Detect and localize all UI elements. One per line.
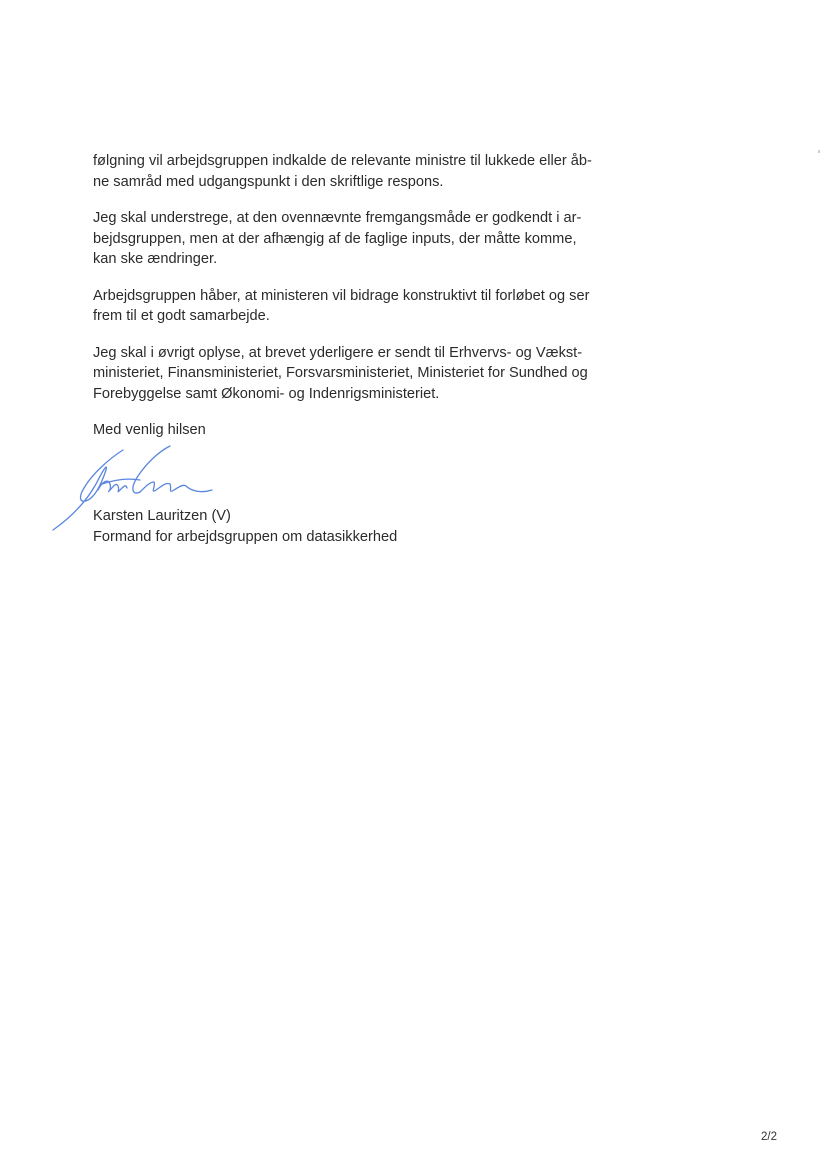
text-line: frem til et godt samarbejde. [93,308,270,324]
paragraph-procedure [93,208,593,270]
text-line: ne samråd med udgangspunkt i den skriftlige respons. [93,173,444,190]
signer-title: Formand for arbejdsgruppen om datasikkerhed [93,528,398,545]
text-line: bejdsgruppen, men at der afhængig af de faglige inputs, der måtte komme, [93,230,577,247]
scan-edge-mark [818,150,820,153]
closing-greeting: Med venlig hilsen [93,422,206,438]
text-line: kan ske ændringer. [93,251,218,267]
text-line: Jeg skal i øvrigt oplyse, at brevet yderligere er sendt til Erhvervs- og Vækst- [93,344,583,361]
text-line: følgning vil arbejdsgruppen indkalde de relevante ministre til lukkede eller åb- [93,153,592,169]
letter-body [93,151,593,441]
paragraph-recipients [93,343,593,405]
signer-name: Karsten Lauritzen (V) [93,508,231,524]
paragraph-cooperation [93,286,593,327]
text-line: Jeg skal understrege, at den ovennævnte fremgangsmåde er godkendt i ar- [93,210,582,226]
text-line: ministeriet, Finansministeriet, Forsvarsministeriet, Ministeriet for Sundhed og [93,365,588,381]
text-line: Arbejdsgruppen håber, at ministeren vil bidrage konstruktivt til forløbet og ser [93,287,590,304]
page-number: 2/2 [761,1131,777,1143]
text-line: Forebyggelse samt Økonomi- og Indenrigsministeriet. [93,385,440,402]
signer-block [93,506,513,547]
paragraph-consultation [93,151,593,192]
